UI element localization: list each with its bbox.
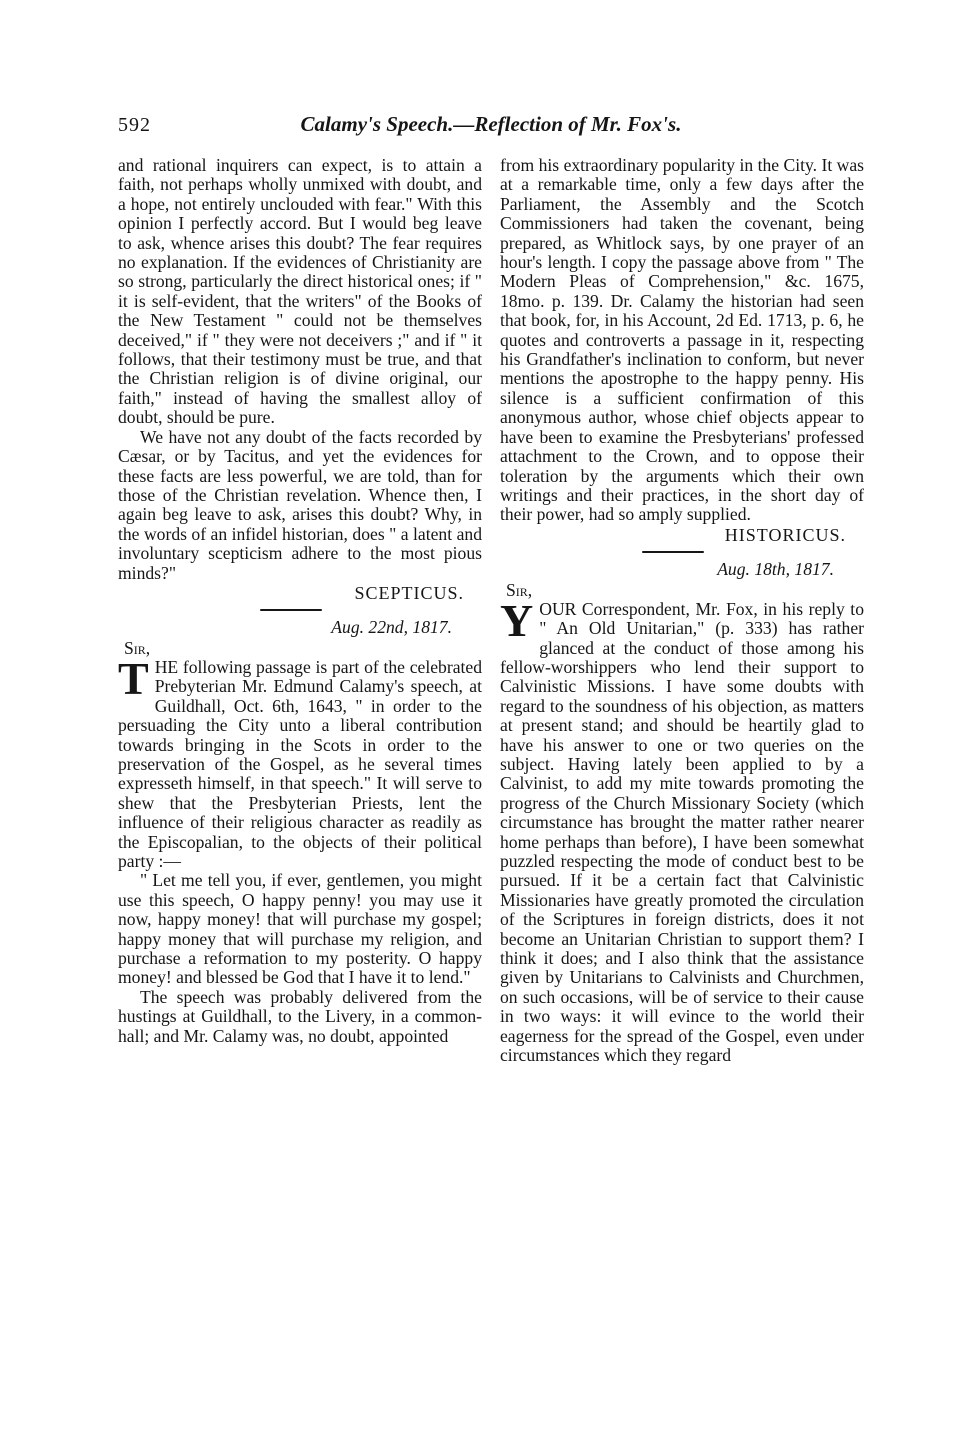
left-paragraph-3: THE following passage is part of the celebrated Prebyterian Mr. Edmund Calamy's speech, at Guildhall, Oct. 6th, 1643, " in order to the persuading the City unto a liberal contribution towards bringing in the Scots in order to the preservation of the Gospel, as he several times expresseth himself, in that speech." It will serve to shew that the Presbyterian Priests, lent the influence of their religious character as readily as the Episcopalian, to the objects of their political party :—	[118, 652, 482, 871]
right-paragraph-1: from his extraordinary popularity in the City. It was at a remarkable time, only a few days after the Parliament, the Assembly and the Scotch Commissioners had taken the covenant, being prepared, as Whitlock says, by one prayer of an hour's length. I copy the passage above from " The Modern Pleas of Comprehension," &c. 1675, 18mo. p. 139. Dr. Calamy the historian had seen that book, for, in his Account, 2d Ed. 1713, p. 6, he quotes and controverts a passage in it, respecting his Grandfather's inclination to conform, but never mentions the apostrophe to the happy penny. His silence is a sufficient confirmation of this anonymous author, whose chief objects appear to have been to examine the Presbyterians' professed attachment to the Crown, and to oppose their toleration by the arguments which their own writings and their practices, in the short day of their power, had so amply supplied.	[500, 155, 864, 525]
left-column	[118, 156, 482, 1046]
dateline-left: Aug. 22nd, 1817.	[331, 616, 452, 637]
page-header	[118, 112, 864, 142]
signature-historicus: HISTORICUS.	[724, 524, 846, 545]
right-column	[500, 156, 864, 1065]
section-divider-rule	[500, 545, 864, 559]
page-number: 592	[118, 114, 151, 136]
salutation-left: Sir,	[124, 637, 151, 658]
left-paragraph-4: " Let me tell you, if ever, gentlemen, you might use this speech, O happy penny! you may use it now, happy money! that will purchase my gospel; happy money that will purchase my religion, and purchase a reformation to my posterity. O happy money! and blessed be God that I have it to lend."	[118, 870, 482, 988]
dateline-right: Aug. 18th, 1817.	[717, 558, 834, 579]
signature-scepticus: SCEPTICUS.	[354, 582, 464, 603]
section-divider-rule	[118, 603, 482, 617]
running-title: Calamy's Speech.—Reflection of Mr. Fox's.	[300, 112, 682, 136]
right-paragraph-2: YOUR Correspondent, Mr. Fox, in his reply to " An Old Unitarian," (p. 333) has rather glanced at the conduct of those among his fellow-worshippers who lend their support to Calvinistic Missions. I have some doubts with regard to the soundness of his objection, as matters at present stand; and should be heartily glad to have his answer to one or two queries on the subject. Having lately been applied to by a Calvinist, to add my mite towards promoting the progress of the Church Missionary Society (which circumstance has brought the matter rather nearer home perhaps than before), I have been somewhat puzzled respecting the mode of conduct best to be pursued. If it be a certain fact that Calvinistic Missionaries have greatly promoted the circulation of the Scriptures in foreign districts, does it not become an Unitarian Christian to support them? I think it does; and I also think that the assistance given by Unitarians to Calvinists and Churchmen, on such occasions, will be of service to their cause in two ways: it will evince to the world their eagerness for the spread of the Gospel, even under circumstances which they regard	[500, 594, 864, 1066]
left-paragraph-2: We have not any doubt of the facts recorded by Cæsar, or by Tacitus, and yet the evidences for these facts are less powerful, we are told, than for those of the Christian revelation. Whence then, I again beg leave to ask, arises this doubt? Why, in the words of an infidel historian, does " a latent and involuntary scepticism adhere to the most pious minds?"	[118, 426, 482, 583]
left-paragraph-1: and rational inquirers can expect, is to attain a faith, not perhaps wholly unmixed with doubt, and a hope, not entirely unclouded with fear." With this opinion I perfectly accord. But I would beg leave to ask, whence arises this doubt? The fear requires no explanation. If the evidences of Christianity are so strong, particularly the direct historical ones; if " it is self-evident, that the writers" of the Books of the New Testament " could not be themselves deceived," if " they were not deceivers ;" and if " it follows, that their testimony must be true, and that the Christian religion is of divine original, our faith," instead of having the smallest alloy of doubt, should be pure.	[118, 155, 482, 428]
left-paragraph-5: The speech was probably delivered from the hustings at Guildhall, to the Livery, in a common-hall; and Mr. Calamy was, no doubt, appointed	[118, 986, 482, 1046]
salutation-right: Sir,	[506, 579, 533, 600]
